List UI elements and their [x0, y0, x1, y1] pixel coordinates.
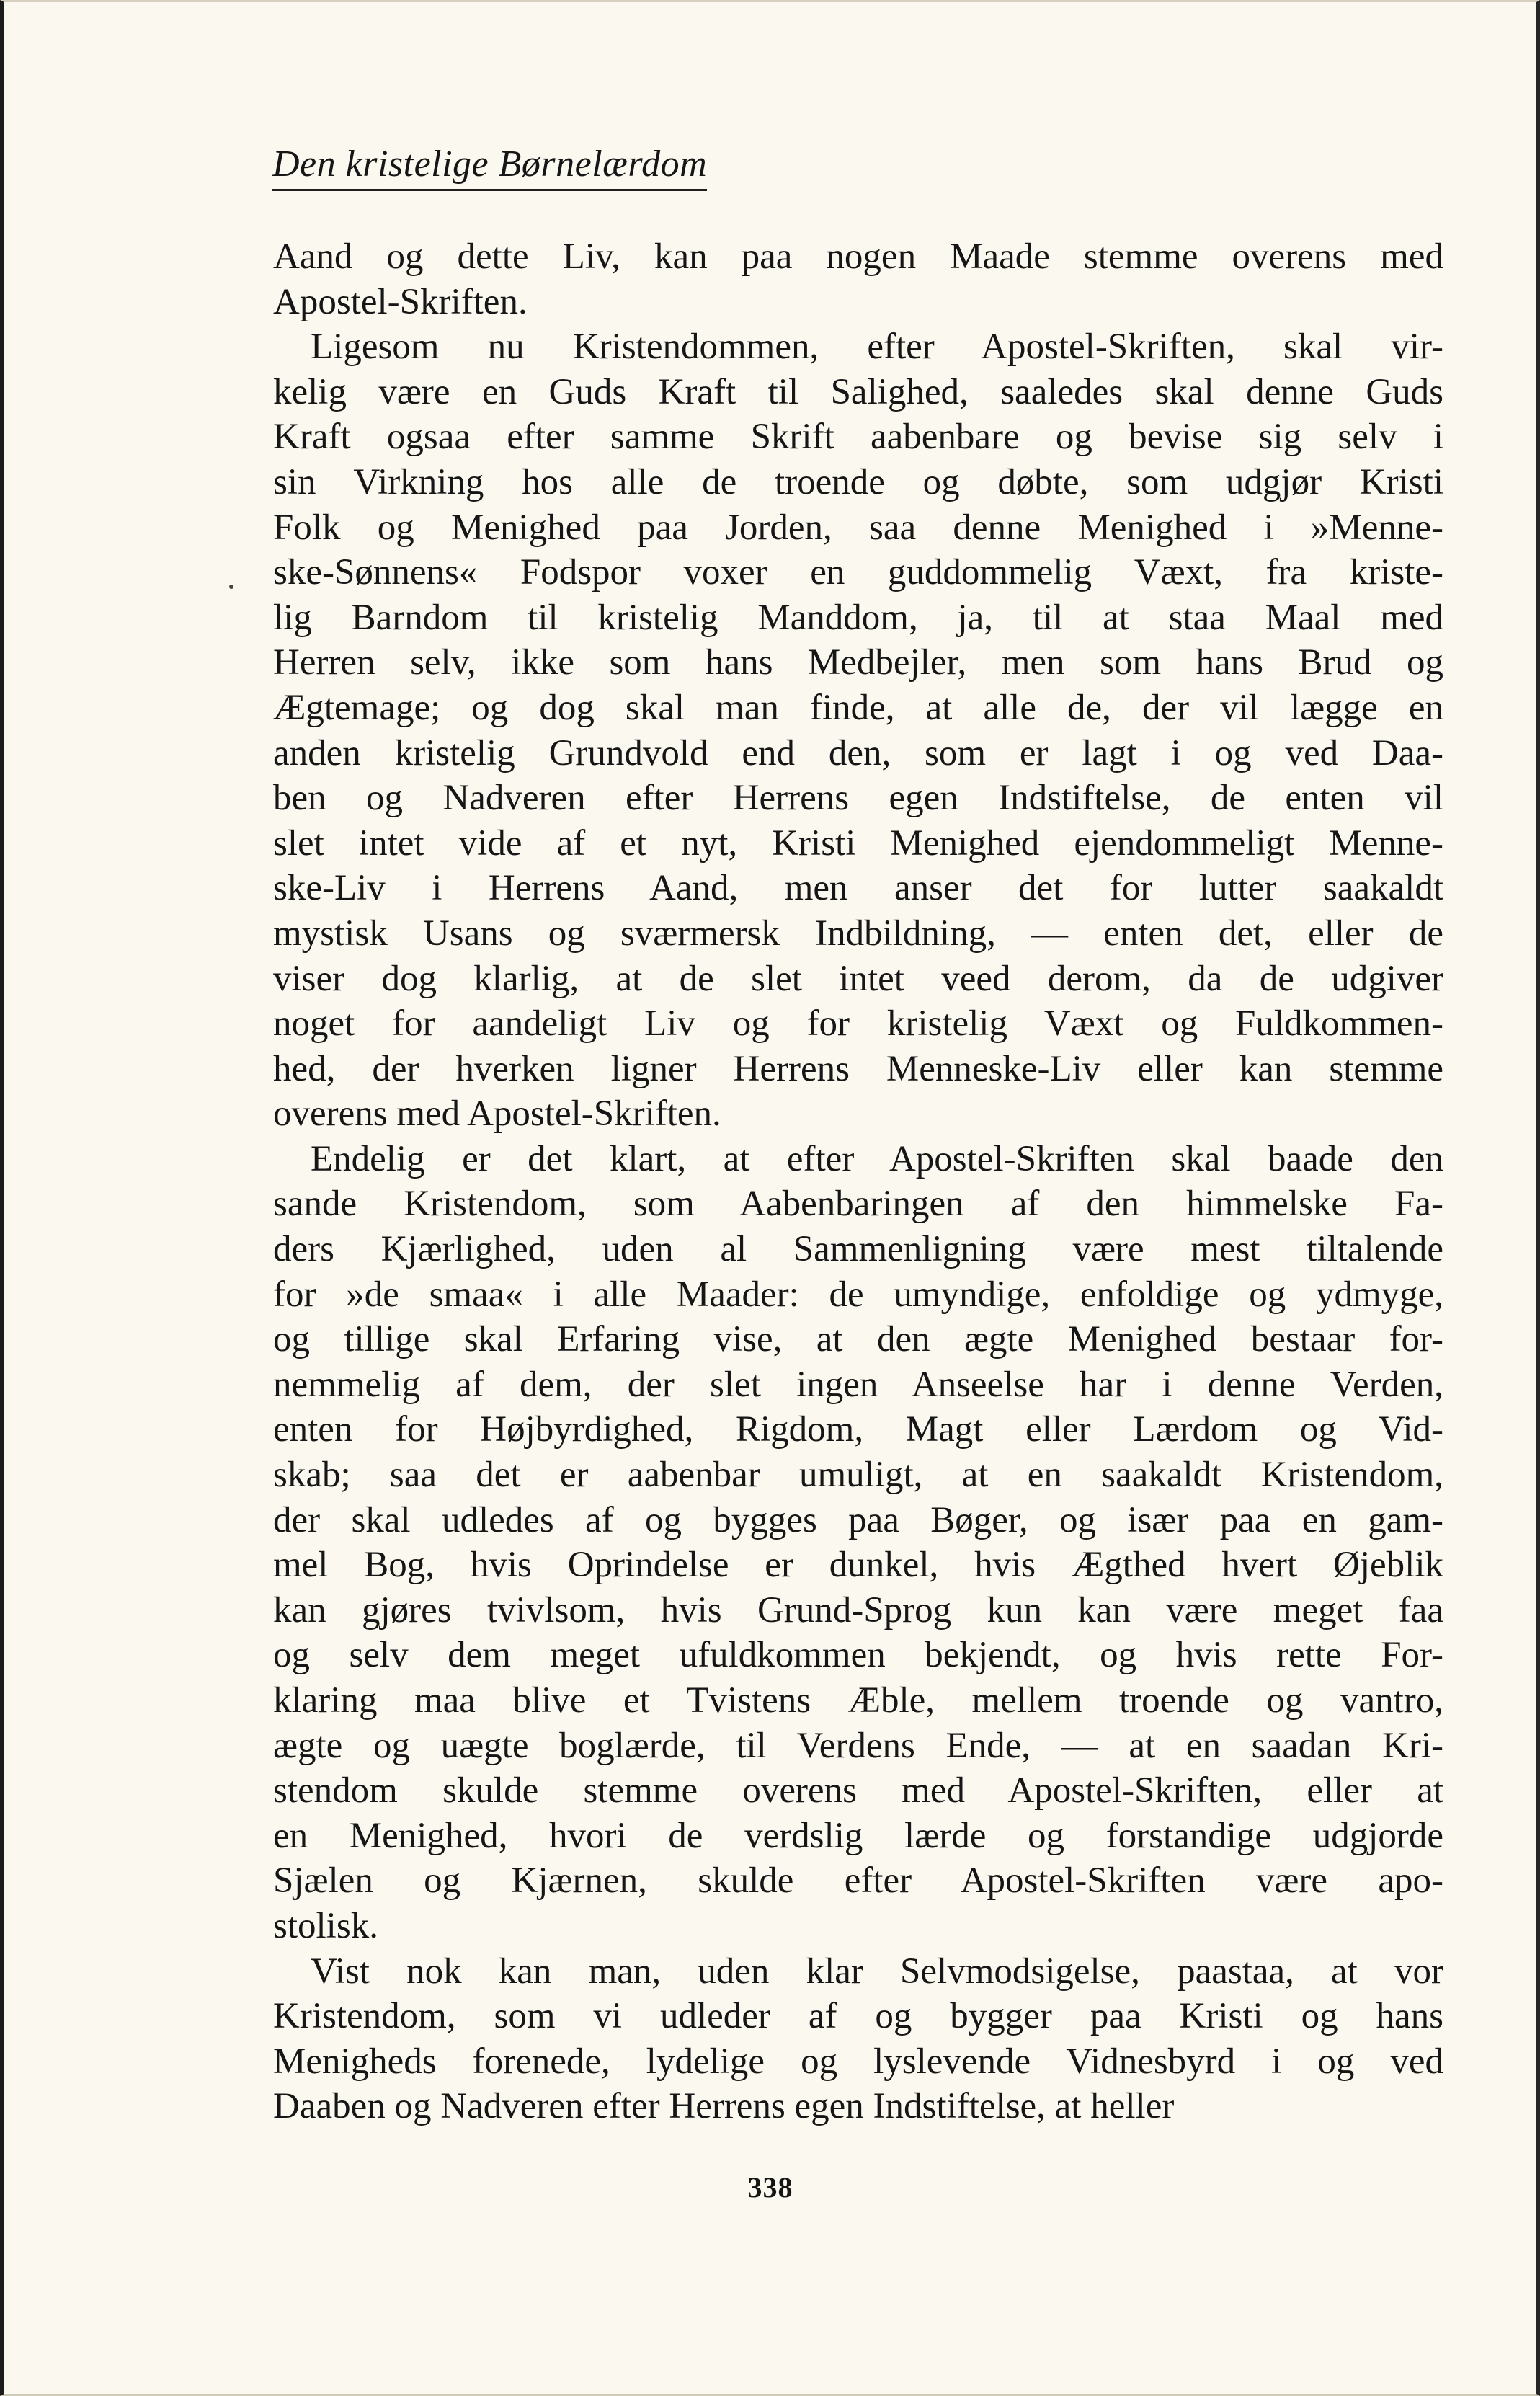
text-line: anden kristelig Grundvold end den, som er lagt i og ved Daa- — [273, 732, 1443, 773]
text-line: mystisk Usans og sværmersk Indbildning, — enten det, eller de — [273, 913, 1443, 954]
text-line: en Menighed, hvori de verdslig lærde og forstandige udgjorde — [273, 1815, 1443, 1856]
text-line: for »de smaa« i alle Maader: de umyndige, enfoldige og ydmyge, — [273, 1274, 1443, 1315]
text-line: klaring maa blive et Tvistens Æble, mellem troende og vantro, — [273, 1680, 1443, 1721]
text-line: og tillige skal Erfaring vise, at den ægte Menighed bestaar for- — [273, 1319, 1443, 1360]
text-line: mel Bog, hvis Oprindelse er dunkel, hvis Ægthed hvert Øjeblik — [273, 1545, 1443, 1586]
text-line: hed, der hverken ligner Herrens Menneske-Liv eller kan stemme — [273, 1048, 1443, 1089]
text-line: Folk og Menighed paa Jorden, saa denne Menighed i »Menne- — [273, 507, 1443, 548]
paragraph — [273, 324, 1443, 1137]
text-line: ske-Sønnens« Fodspor voxer en guddommelig Væxt, fra kriste- — [273, 552, 1443, 593]
paragraph — [273, 1137, 1443, 1949]
text-line: Kraft ogsaa efter samme Skrift aabenbare og bevise sig selv i — [273, 417, 1443, 458]
text-line: ders Kjærlighed, uden al Sammenligning være mest tiltalende — [273, 1229, 1443, 1270]
text-line: Ægtemage; og dog skal man finde, at alle de, der vil lægge en — [273, 687, 1443, 728]
running-head: Den kristelige Børnelærdom — [272, 143, 707, 191]
body-text — [273, 234, 1443, 2129]
text-line: noget for aandeligt Liv og for kristelig Væxt og Fuldkommen- — [273, 1003, 1443, 1044]
text-line: skab; saa det er aabenbar umuligt, at en saakaldt Kristendom, — [273, 1455, 1443, 1496]
text-line: kelig være en Guds Kraft til Salighed, saaledes skal denne Guds — [273, 371, 1443, 412]
text-line: viser dog klarlig, at de slet intet veed derom, da de udgiver — [273, 958, 1443, 999]
text-line: sin Virkning hos alle de troende og døbte, som udgjør Kristi — [273, 461, 1443, 502]
text-line: der skal udledes af og bygges paa Bøger, og især paa en gam- — [273, 1499, 1443, 1540]
print-speck — [229, 585, 233, 589]
text-line: Ligesom nu Kristendommen, efter Apostel-Skriften, skal vir- — [311, 327, 1443, 368]
text-line: stendom skulde stemme overens med Apostel-Skriften, eller at — [273, 1770, 1443, 1811]
paragraph — [273, 1949, 1443, 2129]
text-line: enten for Højbyrdighed, Rigdom, Magt eller Lærdom og Vid- — [273, 1409, 1443, 1450]
text-line: sande Kristendom, som Aabenbaringen af den himmelske Fa- — [273, 1184, 1443, 1225]
text-line: slet intet vide af et nyt, Kristi Menighed ejendommeligt Menne- — [273, 822, 1443, 864]
text-line: nemmelig af dem, der slet ingen Anseelse har i denne Verden, — [273, 1364, 1443, 1405]
text-line: overens med Apostel-Skriften. — [273, 1093, 721, 1135]
text-line: og selv dem meget ufuldkommen bekjendt, og hvis rette For- — [273, 1635, 1443, 1676]
text-line: lig Barndom til kristelig Manddom, ja, til at staa Maal med — [273, 597, 1443, 638]
text-line: ægte og uægte boglærde, til Verdens Ende, — at en saadan Kri- — [273, 1725, 1443, 1766]
text-line: Sjælen og Kjærnen, skulde efter Apostel-Skriften være apo- — [273, 1860, 1443, 1902]
paragraph — [273, 234, 1443, 324]
text-line: Daaben og Nadveren efter Herrens egen Indstiftelse, at heller — [273, 2086, 1175, 2127]
page-number: 338 — [747, 2171, 793, 2204]
text-line: Menigheds forenede, lydelige og lyslevende Vidnesbyrd i og ved — [273, 2041, 1443, 2082]
text-line: stolisk. — [273, 1905, 378, 1946]
text-line: Endelig er det klart, at efter Apostel-Skriften skal baade den — [311, 1138, 1443, 1179]
text-line: Apostel-Skriften. — [273, 281, 528, 322]
text-line: Herren selv, ikke som hans Medbejler, men som hans Brud og — [273, 642, 1443, 683]
text-line: Aand og dette Liv, kan paa nogen Maade stemme overens med — [273, 236, 1443, 277]
text-line: Kristendom, som vi udleder af og bygger paa Kristi og hans — [273, 1996, 1443, 2037]
text-line: ben og Nadveren efter Herrens egen Indstiftelse, de enten vil — [273, 778, 1443, 819]
text-line: Vist nok kan man, uden klar Selvmodsigelse, paastaa, at vor — [311, 1951, 1443, 1992]
text-line: kan gjøres tvivlsom, hvis Grund-Sprog kun kan være meget faa — [273, 1589, 1443, 1630]
text-line: ske-Liv i Herrens Aand, men anser det for lutter saakaldt — [273, 868, 1443, 909]
